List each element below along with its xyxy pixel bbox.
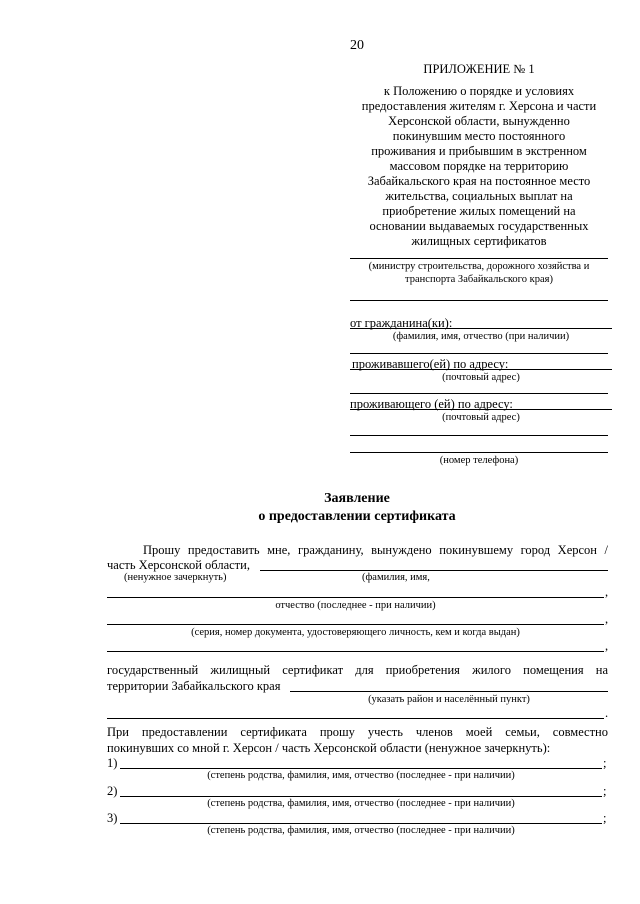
member-line[interactable] [120,796,602,797]
district-hint: (указать район и населённый пункт) [368,694,530,705]
comma: , [605,639,609,653]
appendix-line: к Положению о порядке и условиях [383,84,575,98]
name-line-2[interactable] [350,353,608,354]
member-end: ; [603,784,607,798]
member-number: 1) [107,756,118,770]
request-text-line-2: часть Херсонской области, [107,558,250,572]
strike-hint: (ненужное зачеркнуть) [124,572,227,583]
appendix-text [355,84,603,249]
cur-address-line-2[interactable] [350,435,608,436]
document-line[interactable] [107,624,604,625]
member-number: 3) [107,811,118,825]
prev-address-line-2[interactable] [350,393,608,394]
appendix-line: массовом порядке на территорию [389,159,569,173]
appendix-line: предоставления жителям г. Херсона и части [361,99,597,113]
fullname-line[interactable] [260,570,608,571]
fullname-hint: (фамилия, имя, [362,572,430,583]
prev-address-line[interactable] [350,369,612,370]
recipient-hint-2: транспорта Забайкальского края) [405,274,553,285]
phone-hint: (номер телефона) [439,455,519,466]
document-hint: (серия, номер документа, удостоверяющего личность, кем и когда выдан) [191,627,520,638]
appendix-title: ПРИЛОЖЕНИЕ № 1 [423,62,535,76]
comma: , [605,585,609,599]
request-text-line-1: Прошу предоставить мне, гражданину, вынуждено покинувшему город Херсон / [143,543,608,557]
family-text-line-1: При предоставлении сертификата прошу учесть членов моей семьи, совместно [107,725,608,739]
name-line[interactable] [350,328,612,329]
member-hint: (степень родства, фамилия, имя, отчество (последнее - при наличии) [207,770,515,781]
district-line[interactable] [290,691,608,692]
cur-address-line[interactable] [350,409,612,410]
appendix-line: жилищных сертификатов [411,234,547,248]
period: . [605,706,609,720]
member-end: ; [603,811,607,825]
phone-line[interactable] [350,452,608,453]
from-label: от гражданина(ки): [350,316,453,330]
member-end: ; [603,756,607,770]
page-number: 20 [350,38,364,53]
appendix-line: Херсонской области, вынужденно [388,114,570,128]
member-hint: (степень родства, фамилия, имя, отчество (последнее - при наличии) [207,825,515,836]
patronymic-hint: отчество (последнее - при наличии) [275,600,436,611]
appendix-line: покинувшим место постоянного [392,129,566,143]
appendix-line: проживания и прибывшим в экстренном [371,144,587,158]
member-line[interactable] [120,768,602,769]
comma: , [605,612,609,626]
fullname-line-2[interactable] [107,597,604,598]
appendix-line: Забайкальского края на постоянное место [367,174,591,188]
member-line[interactable] [120,823,602,824]
document-subtitle: о предоставлении сертификата [258,509,456,524]
name-hint: (фамилия, имя, отчество (при наличии) [392,331,570,342]
recipient-hint-1: (министру строительства, дорожного хозяйства и [368,261,590,272]
appendix-line: жительства, социальных выплат на [385,189,573,203]
certificate-text-line-1: государственный жилищный сертификат для приобретения жилого помещения на [107,663,608,677]
document-line-2[interactable] [107,651,604,652]
prev-address-hint: (почтовый адрес) [442,372,520,383]
appendix-line: приобретение жилых помещений на [382,204,576,218]
member-number: 2) [107,784,118,798]
document-title: Заявление [324,491,390,506]
member-hint: (степень родства, фамилия, имя, отчество (последнее - при наличии) [207,798,515,809]
family-text-line-2: покинувших со мной г. Херсон / часть Херсонской области (ненужное зачеркнуть): [107,741,551,755]
appendix-line: основании выдаваемых государственных [369,219,589,233]
recipient-line-2[interactable] [350,300,608,301]
recipient-line[interactable] [350,258,608,259]
certificate-text-line-2: территории Забайкальского края [107,679,281,693]
cur-address-hint: (почтовый адрес) [442,412,520,423]
prev-address-label: проживавшего(ей) по адресу: [352,357,509,371]
cur-address-label: проживающего (ей) по адресу: [350,397,513,411]
district-line-2[interactable] [107,718,604,719]
